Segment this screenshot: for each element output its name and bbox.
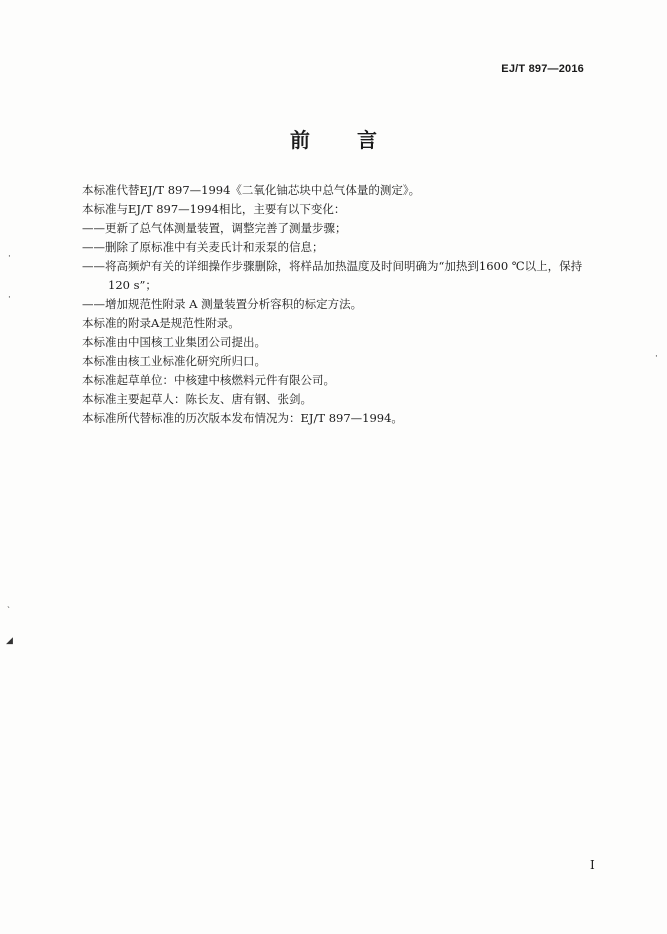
paragraph-administrator: 本标准由核工业标准化研究所归口。: [82, 354, 266, 368]
change-item-3: ——将高频炉有关的详细操作步骤删除，将样品加热温度及时间明确为“加热到1600 ℃以上，保持: [82, 259, 583, 273]
scan-speck: ◢: [6, 636, 13, 646]
scan-speck: ˏ: [7, 599, 10, 609]
foreword-body: [82, 181, 602, 428]
paragraph-changes-intro: 本标准与EJ/T 897—1994相比，主要有以下变化：: [82, 202, 346, 216]
page-number: I: [590, 858, 595, 872]
scan-speck: ·: [655, 352, 658, 362]
change-item-3-continuation: 120 s”；: [108, 278, 157, 292]
paragraph-drafters: 本标准主要起草人：陈长友、唐有钢、张剑。: [82, 392, 312, 406]
paragraph-proposer: 本标准由中国核工业集团公司提出。: [82, 335, 266, 349]
change-item-4: ——增加规范性附录 A 测量装置分析容积的标定方法。: [82, 297, 363, 311]
paragraph-previous-editions: 本标准所代替标准的历次版本发布情况为：EJ/T 897—1994。: [82, 411, 403, 425]
change-item-1: ——更新了总气体测量装置，调整完善了测量步骤；: [82, 221, 347, 235]
paragraph-appendix: 本标准的附录A是规范性附录。: [82, 316, 240, 330]
paragraph-replaces: 本标准代替EJ/T 897—1994《二氧化铀芯块中总气体量的测定》。: [82, 183, 421, 197]
page-title: 前 言: [290, 128, 397, 152]
paragraph-drafting-unit: 本标准起草单位：中核建中核燃料元件有限公司。: [82, 373, 335, 387]
scan-speck: ·: [8, 252, 11, 262]
change-item-2: ——删除了原标准中有关麦氏计和汞泵的信息；: [82, 240, 324, 254]
scan-speck: ·: [8, 293, 11, 303]
document-code: EJ/T 897—2016: [501, 63, 584, 75]
